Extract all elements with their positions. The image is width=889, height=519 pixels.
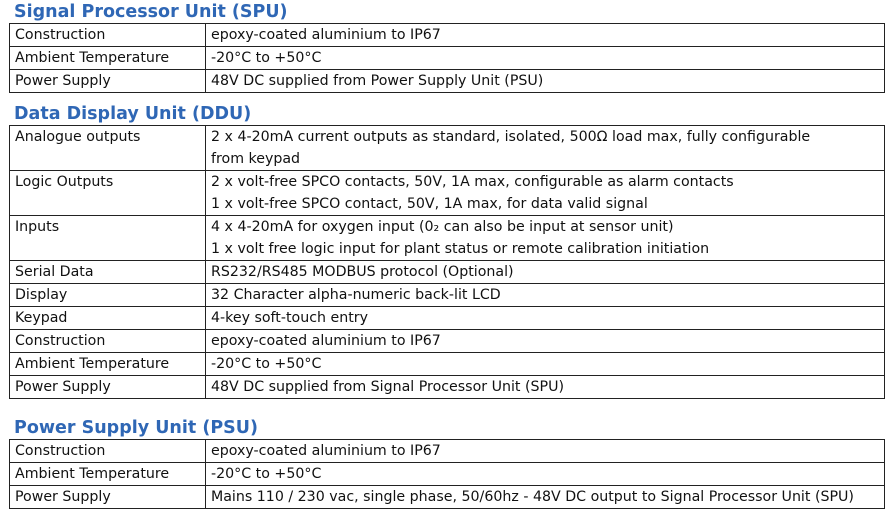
value-line: epoxy-coated aluminium to IP67 bbox=[211, 333, 441, 349]
value-line: 2 x volt-free SPCO contacts, 50V, 1A max, configurable as alarm contacts bbox=[211, 174, 734, 190]
table-row bbox=[10, 284, 885, 307]
value-line: -20°C to +50°C bbox=[211, 466, 322, 482]
value-line: 32 Character alpha-numeric back-lit LCD bbox=[211, 287, 501, 303]
row-label: Analogue outputs bbox=[10, 126, 206, 171]
value-line: RS232/RS485 MODBUS protocol (Optional) bbox=[211, 264, 514, 280]
table-row bbox=[10, 261, 885, 284]
row-label: Logic Outputs bbox=[10, 171, 206, 216]
row-value bbox=[206, 284, 885, 307]
value-line: epoxy-coated aluminium to IP67 bbox=[211, 27, 441, 43]
row-label: Ambient Temperature bbox=[10, 47, 206, 70]
value-line: 2 x 4-20mA current outputs as standard, isolated, 500Ω load max, fully configurable bbox=[211, 129, 811, 145]
row-value bbox=[206, 47, 885, 70]
row-label: Serial Data bbox=[10, 261, 206, 284]
row-value bbox=[206, 126, 885, 171]
row-label: Construction bbox=[10, 24, 206, 47]
table-row bbox=[10, 486, 885, 509]
table-row bbox=[10, 353, 885, 376]
row-value bbox=[206, 171, 885, 216]
table-row bbox=[10, 216, 885, 261]
table-row bbox=[10, 47, 885, 70]
table-row bbox=[10, 171, 885, 216]
value-line: Mains 110 / 230 vac, single phase, 50/60hz - 48V DC output to Signal Processor Unit (SPU) bbox=[211, 489, 854, 505]
row-value bbox=[206, 486, 885, 509]
value-line: epoxy-coated aluminium to IP67 bbox=[211, 443, 441, 459]
row-value bbox=[206, 463, 885, 486]
row-label: Power Supply bbox=[10, 486, 206, 509]
table-row bbox=[10, 463, 885, 486]
table-row bbox=[10, 307, 885, 330]
row-label: Construction bbox=[10, 330, 206, 353]
value-line: 1 x volt-free SPCO contact, 50V, 1A max, for data valid signal bbox=[211, 196, 648, 212]
row-label: Power Supply bbox=[10, 70, 206, 93]
spu-section bbox=[9, 1, 885, 93]
row-value bbox=[206, 70, 885, 93]
row-value bbox=[206, 307, 885, 330]
row-value bbox=[206, 376, 885, 399]
spu-spec-table bbox=[9, 23, 885, 93]
value-line: -20°C to +50°C bbox=[211, 50, 322, 66]
table-row bbox=[10, 126, 885, 171]
section-title-ddu: Data Display Unit (DDU) bbox=[14, 104, 252, 124]
row-label: Display bbox=[10, 284, 206, 307]
table-row bbox=[10, 376, 885, 399]
table-row bbox=[10, 70, 885, 93]
ddu-spec-table bbox=[9, 125, 885, 399]
value-line: 1 x volt free logic input for plant status or remote calibration initiation bbox=[211, 241, 710, 257]
psu-section bbox=[9, 417, 885, 509]
table-row bbox=[10, 440, 885, 463]
row-label: Ambient Temperature bbox=[10, 353, 206, 376]
row-value bbox=[206, 24, 885, 47]
ddu-section bbox=[9, 103, 885, 399]
value-line: 48V DC supplied from Signal Processor Unit (SPU) bbox=[211, 379, 564, 395]
row-label: Construction bbox=[10, 440, 206, 463]
value-line: -20°C to +50°C bbox=[211, 356, 322, 372]
row-value bbox=[206, 216, 885, 261]
row-value bbox=[206, 261, 885, 284]
row-value bbox=[206, 353, 885, 376]
row-label: Keypad bbox=[10, 307, 206, 330]
section-title-psu: Power Supply Unit (PSU) bbox=[14, 418, 258, 438]
section-title-spu: Signal Processor Unit (SPU) bbox=[14, 2, 288, 22]
psu-spec-table bbox=[9, 439, 885, 509]
value-line: 4 x 4-20mA for oxygen input (0₂ can also be input at sensor unit) bbox=[211, 219, 674, 235]
value-line: from keypad bbox=[211, 151, 301, 167]
table-row bbox=[10, 330, 885, 353]
row-label: Inputs bbox=[10, 216, 206, 261]
row-value bbox=[206, 440, 885, 463]
row-label: Power Supply bbox=[10, 376, 206, 399]
row-label: Ambient Temperature bbox=[10, 463, 206, 486]
row-value bbox=[206, 330, 885, 353]
value-line: 48V DC supplied from Power Supply Unit (PSU) bbox=[211, 73, 544, 89]
table-row bbox=[10, 24, 885, 47]
value-line: 4-key soft-touch entry bbox=[211, 310, 369, 326]
